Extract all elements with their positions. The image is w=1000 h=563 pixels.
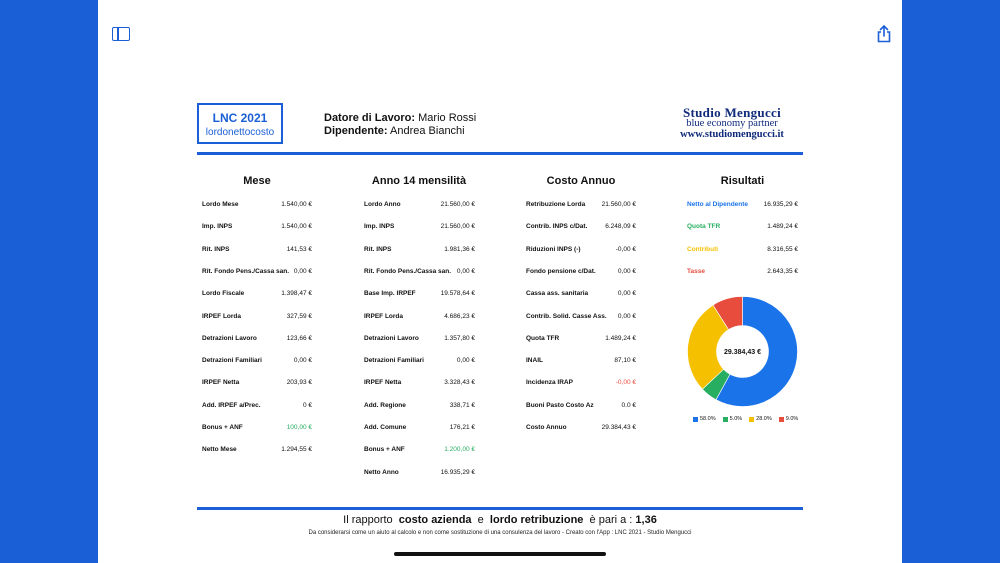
footer-divider — [197, 507, 803, 510]
chart-legend — [693, 416, 798, 422]
row-anno — [364, 379, 475, 389]
row-label: Lordo Mese — [202, 201, 239, 208]
row-label: Base Imp. IRPEF — [364, 290, 416, 298]
row-label: Add. Comune — [364, 424, 407, 431]
row-label: Cassa ass. sanitaria — [526, 290, 589, 298]
legend-label: 58.0% — [700, 416, 716, 422]
studio-logo — [660, 107, 804, 140]
row-label: Retribuzione Lorda — [526, 201, 586, 208]
row-value: 3.328,43 € — [444, 379, 475, 387]
ratio-mid: è pari a : — [589, 514, 633, 526]
row-value: 0 € — [302, 401, 312, 409]
row-value: 6.248,09 € — [605, 223, 636, 231]
row-label: Riduzioni INPS (-) — [526, 245, 581, 253]
row-label: INAIL — [526, 357, 543, 365]
row-value: -0,00 € — [615, 245, 636, 253]
row-costo — [526, 223, 636, 233]
legend-swatch — [693, 417, 698, 422]
row-value: 1.294,55 € — [281, 446, 312, 454]
row-label: Rit. Fondo Pens./Cassa san. — [202, 267, 290, 275]
row-mese — [202, 424, 312, 434]
row-anno — [364, 246, 475, 256]
legend-swatch — [723, 417, 728, 422]
app-logo — [197, 103, 283, 144]
row-costo — [526, 313, 636, 323]
employee-label: Dipendente: — [324, 125, 388, 137]
ratio-and: e — [477, 514, 484, 526]
row-value: 0,00 € — [293, 267, 312, 275]
row-mese — [202, 290, 312, 300]
row-label: Contrib. Solid. Casse Ass. — [526, 312, 607, 320]
row-costo — [526, 201, 636, 211]
row-mese — [202, 201, 312, 211]
chart-center-label: 29.384,43 € — [724, 349, 761, 356]
row-value: 1.398,47 € — [281, 290, 312, 298]
row-risultati — [687, 223, 798, 233]
row-costo — [526, 335, 636, 345]
row-value: 338,71 € — [449, 401, 475, 409]
legend-label: 28.0% — [756, 416, 772, 422]
row-value: 0,00 € — [617, 290, 636, 298]
row-label: Netto al Dipendente — [687, 201, 749, 208]
row-label: Netto Anno — [364, 468, 399, 476]
row-value: 1.200,00 € — [444, 446, 475, 454]
row-label: IRPEF Lorda — [364, 312, 404, 320]
app-logo-subtitle: lordonettocosto — [205, 127, 275, 138]
row-label: Costo Annuo — [526, 424, 567, 431]
row-anno — [364, 357, 475, 367]
row-label: IRPEF Netta — [202, 379, 240, 387]
row-costo — [526, 268, 636, 278]
row-anno — [364, 313, 475, 323]
row-risultati — [687, 246, 798, 256]
row-label: Add. IRPEF a/Prec. — [202, 401, 261, 409]
home-indicator[interactable] — [394, 552, 606, 556]
row-anno — [364, 335, 475, 345]
row-mese — [202, 357, 312, 367]
column-title-anno: Anno 14 mensilità — [371, 175, 467, 187]
row-value: 203,93 € — [286, 379, 312, 387]
row-value: 0,00 € — [617, 312, 636, 320]
row-mese — [202, 402, 312, 412]
legend-label: 5.0% — [729, 416, 743, 422]
row-label: Add. Regione — [364, 401, 406, 409]
studio-tagline: blue economy partner — [686, 118, 778, 129]
legend-item — [723, 416, 743, 422]
row-value: 176,21 € — [449, 424, 475, 431]
row-anno — [364, 290, 475, 300]
row-anno — [364, 223, 475, 233]
row-label: Detrazioni Familiari — [202, 357, 262, 365]
row-label: IRPEF Netta — [364, 379, 402, 387]
employer-label: Datore di Lavoro: — [324, 112, 416, 124]
row-label: Quota TFR — [687, 223, 721, 231]
row-label: Detrazioni Lavoro — [364, 334, 419, 342]
row-anno — [364, 469, 475, 479]
employment-info — [324, 112, 476, 138]
ratio-prefix: Il rapporto — [343, 514, 393, 526]
row-value: 141,53 € — [286, 245, 312, 253]
row-label: Lordo Anno — [364, 201, 401, 208]
row-label: Bonus + ANF — [202, 424, 243, 431]
row-mese — [202, 335, 312, 345]
row-label: IRPEF Lorda — [202, 312, 242, 320]
row-value: 21.560,00 € — [601, 201, 636, 208]
row-risultati — [687, 268, 798, 278]
disclaimer-note: Da considerarsi come un aiuto al calcolo e non come sostituzione di una consulenza del lavoro - Creato con l'App : LNC 2021 - Studio Mengucci — [308, 530, 692, 536]
main-page — [98, 0, 902, 563]
row-label: Detrazioni Lavoro — [202, 334, 257, 342]
row-label: Imp. INPS — [364, 223, 395, 231]
legend-item — [779, 416, 799, 422]
row-label: Incidenza IRAP — [526, 379, 573, 387]
row-value: 2.643,35 € — [767, 267, 798, 275]
row-risultati — [687, 201, 798, 211]
row-mese — [202, 246, 312, 256]
employee-name: Andrea Bianchi — [390, 125, 465, 137]
legend-item — [749, 416, 772, 422]
row-value: 0,00 € — [293, 357, 312, 365]
row-label: Rit. INPS — [364, 245, 392, 253]
row-value: 0,00 € — [456, 357, 475, 365]
ratio-value: 1,36 — [635, 514, 657, 526]
row-value: 100,00 € — [286, 424, 312, 431]
row-anno — [364, 424, 475, 434]
row-mese — [202, 313, 312, 323]
row-value: -0,00 € — [615, 379, 636, 387]
legend-item — [693, 416, 716, 422]
row-value: 0.0 € — [621, 401, 636, 409]
row-anno — [364, 402, 475, 412]
row-value: 1.357,80 € — [444, 334, 475, 342]
row-value: 4.686,23 € — [444, 312, 475, 320]
row-mese — [202, 379, 312, 389]
row-costo — [526, 290, 636, 300]
ratio-summary — [197, 514, 803, 526]
legend-label: 9.0% — [785, 416, 799, 422]
row-mese — [202, 223, 312, 233]
row-value: 327,59 € — [286, 312, 312, 320]
results-donut-chart — [687, 296, 798, 407]
row-mese — [202, 446, 312, 456]
employer-name: Mario Rossi — [418, 112, 477, 124]
row-value: 21.560,00 € — [440, 223, 475, 231]
share-icon[interactable] — [876, 25, 892, 43]
row-value: 1.540,00 € — [281, 223, 312, 231]
row-value: 87,10 € — [614, 357, 636, 365]
row-value: 1.489,24 € — [605, 334, 636, 342]
row-costo — [526, 357, 636, 367]
row-label: Quota TFR — [526, 334, 560, 342]
ratio-term-b: lordo retribuzione — [489, 514, 584, 526]
column-title-risultati: Risultati — [720, 175, 765, 187]
row-label: Bonus + ANF — [364, 446, 405, 454]
row-value: 0,00 € — [617, 267, 636, 275]
row-anno — [364, 268, 475, 278]
ratio-term-a: costo azienda — [398, 514, 472, 526]
row-label: Contributi — [687, 245, 719, 253]
row-value: 1.489,24 € — [767, 223, 798, 231]
row-mese — [202, 268, 312, 278]
row-label: Lordo Fiscale — [202, 290, 245, 298]
row-label: Detrazioni Familiari — [364, 357, 424, 365]
row-anno — [364, 446, 475, 456]
row-value: 1.540,00 € — [281, 201, 312, 208]
header-divider — [197, 152, 803, 155]
row-value: 19.578,64 € — [440, 290, 475, 298]
row-label: Contrib. INPS c/Dat. — [526, 223, 588, 231]
row-value: 29.384,43 € — [601, 424, 636, 431]
row-anno — [364, 201, 475, 211]
row-label: Imp. INPS — [202, 223, 233, 231]
row-label: Fondo pensione c/Dat. — [526, 267, 596, 275]
row-label: Buoni Pasto Costo Az — [526, 401, 594, 409]
row-value: 1.981,36 € — [444, 245, 475, 253]
row-label: Tasse — [687, 267, 705, 275]
row-costo — [526, 379, 636, 389]
row-label: Rit. Fondo Pens./Cassa san. — [364, 267, 452, 275]
row-costo — [526, 424, 636, 434]
row-value: 123,66 € — [286, 334, 312, 342]
row-label: Rit. INPS — [202, 245, 230, 253]
column-title-costo: Costo Annuo — [546, 175, 616, 187]
column-title-mese: Mese — [243, 175, 271, 187]
studio-name: Studio Mengucci — [682, 105, 782, 120]
row-value: 21.560,00 € — [440, 201, 475, 208]
sidebar-toggle-icon[interactable] — [112, 27, 130, 41]
legend-swatch — [749, 417, 754, 422]
row-value: 8.316,55 € — [767, 245, 798, 253]
studio-url: www.studiomengucci.it — [680, 129, 784, 140]
row-value: 16.935,29 € — [763, 201, 798, 208]
row-value: 16.935,29 € — [440, 468, 475, 476]
row-label: Netto Mese — [202, 446, 237, 454]
row-value: 0,00 € — [456, 267, 475, 275]
legend-swatch — [779, 417, 784, 422]
row-costo — [526, 402, 636, 412]
row-costo — [526, 246, 636, 256]
app-logo-title: LNC 2021 — [212, 111, 268, 125]
